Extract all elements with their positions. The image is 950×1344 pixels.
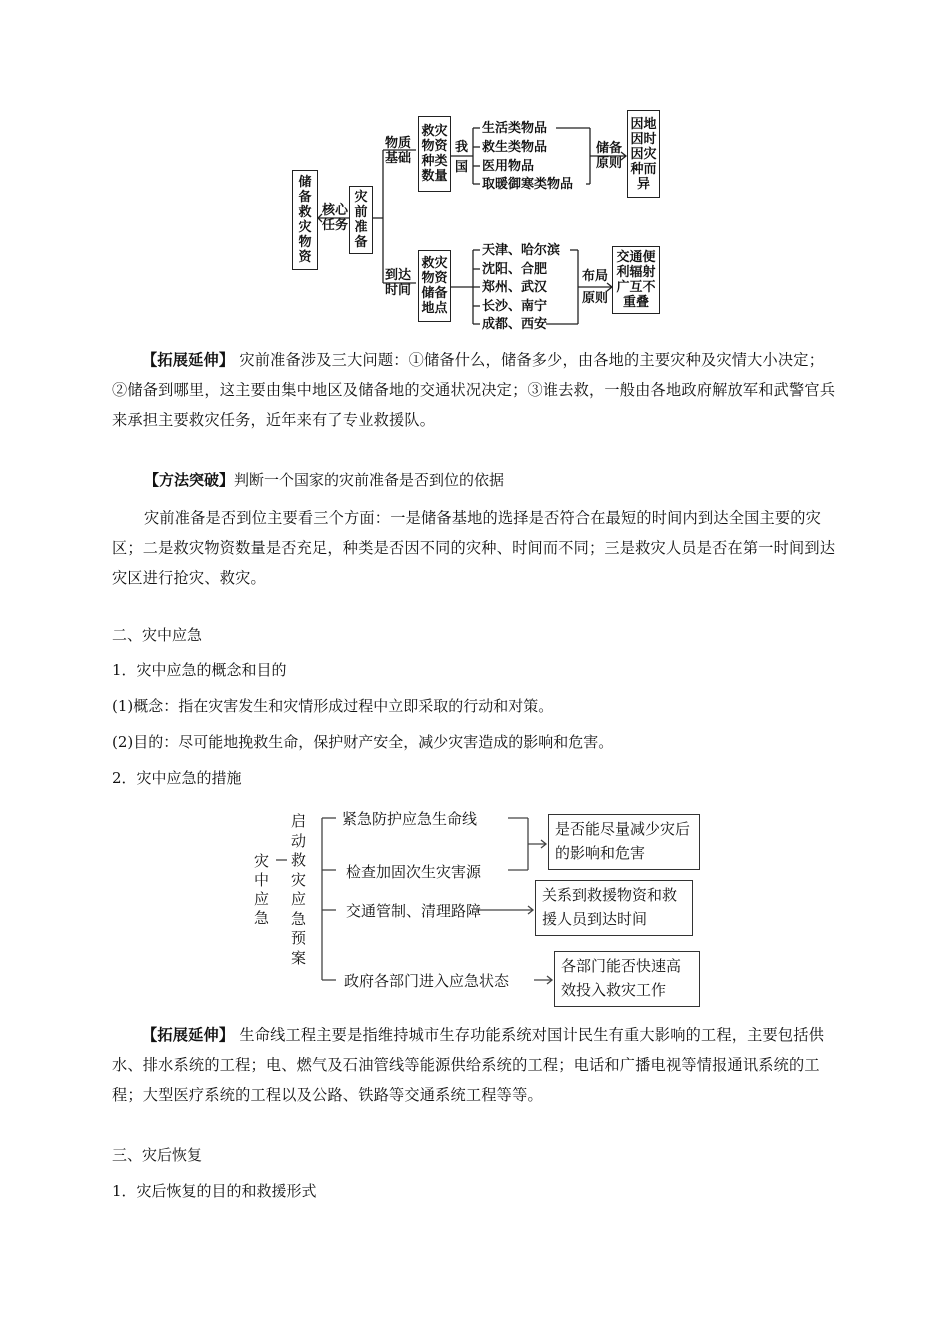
diagram1-root-text: 储备救灾物资 — [298, 175, 312, 265]
diagram2-item-3: 交通管制、清理路障 — [346, 902, 482, 920]
tag-extension-2: 【拓展延伸】 — [142, 1026, 235, 1044]
subheading-3-1: 1．灾后恢复的目的和救援形式 — [112, 1182, 317, 1200]
diagram2-result-2: 关系到救援物资和救援人员到达时间 — [535, 880, 693, 936]
section-2-heading: 二、灾中应急 — [112, 626, 203, 644]
method-title: 判断一个国家的灾前准备是否到位的依据 — [234, 471, 505, 489]
diagram2-root: 灾中应急 — [254, 852, 270, 927]
diagram1-bottom-item-5: 成都、西安 — [482, 317, 548, 332]
diagram2-item-4: 政府各部门进入应急状态 — [344, 972, 510, 990]
diagram1-bottom-box-text: 救灾物资储备地点 — [421, 256, 448, 316]
diagram1-top-item-3: 医用物品 — [482, 159, 535, 174]
diagram2-item-1: 紧急防护应急生命线 — [342, 810, 478, 828]
diagram2-plan: 启动救灾应急预案 — [291, 812, 307, 967]
diagram2-result-3: 各部门能否快速高效投入救灾工作 — [554, 951, 700, 1007]
diagram1-mid-text: 灾前准备 — [354, 190, 368, 250]
diagram1-china-label: 我国 — [454, 140, 468, 175]
diagram1-top-item-1: 生活类物品 — [482, 121, 548, 136]
subheading-2-2: 2．灾中应急的措施 — [112, 769, 242, 787]
definition-purpose: (2)目的：尽可能地挽救生命，保护财产安全，减少灾害造成的影响和危害。 — [112, 733, 614, 751]
diagram1-top-box-text: 救灾物资种类数量 — [421, 124, 448, 184]
diagram1-bottom-principle-label: 布局原则 — [581, 269, 608, 306]
diagram1-bottom-item-2: 沈阳、合肥 — [482, 262, 548, 277]
paragraph-extension-1-text: 灾前准备涉及三大问题：①储备什么，储备多少，由各地的主要灾种及灾情大小决定；②储备到哪里，这主要由集中地区及储备地的交通状况决定；③谁去救，一般由各地政府解放军和武警官兵来承担主要救灾任务，近年来有了专业救援队。 — [112, 351, 836, 429]
diagram1-top-item-4: 取暖御寒类物品 — [482, 177, 574, 192]
tag-method: 【方法突破】 — [144, 471, 235, 489]
paragraph-extension-2 — [112, 1020, 836, 1110]
diagram1-core-label: 核心任务 — [321, 203, 348, 233]
diagram1-bottom-item-4: 长沙、南宁 — [482, 299, 548, 314]
diagram2-result-1: 是否能尽量减少灾后的影响和危害 — [548, 814, 700, 870]
diagram1-top-principle-label: 储备原则 — [595, 141, 622, 171]
diagram1-bottom-item-1: 天津、哈尔滨 — [482, 243, 561, 258]
diagram1-top-item-2: 救生类物品 — [482, 140, 548, 155]
diagram2-item-2: 检查加固次生灾害源 — [346, 863, 482, 881]
diagram1-top-result-text: 因地因时因灾种而异 — [630, 116, 657, 192]
subheading-2-1: 1．灾中应急的概念和目的 — [112, 661, 287, 679]
section-3-heading: 三、灾后恢复 — [112, 1146, 203, 1164]
tag-extension-1: 【拓展延伸】 — [142, 351, 235, 369]
paragraph-method: 灾前准备是否到位主要看三个方面：一是储备基地的选择是否符合在最短的时间内到达全国主要的灾区；二是救灾物资数量是否充足，种类是否因不同的灾种、时间而不同；三是救灾人员是否在第一时间到达灾区进行抢灾、救灾。 — [112, 509, 836, 587]
definition-concept: (1)概念：指在灾害发生和灾情形成过程中立即采取的行动和对策。 — [112, 697, 554, 715]
diagram1-bottom-result-text: 交通便利辐射广互不重叠 — [616, 250, 656, 310]
paragraph-extension-2-text: 生命线工程主要是指维持城市生存功能系统对国计民生有重大影响的工程，主要包括供水、排水系统的工程；电、燃气及石油管线等能源供给系统的工程；电话和广播电视等情报通讯系统的工程；大型医疗系统的工程以及公路、铁路等交通系统工程等等。 — [112, 1026, 825, 1104]
diagram1-bottom-item-3: 郑州、武汉 — [482, 280, 548, 295]
diagram1-branch-top-label: 物质基础 — [384, 136, 411, 166]
diagram1-branch-bottom-label: 到达时间 — [384, 268, 411, 298]
